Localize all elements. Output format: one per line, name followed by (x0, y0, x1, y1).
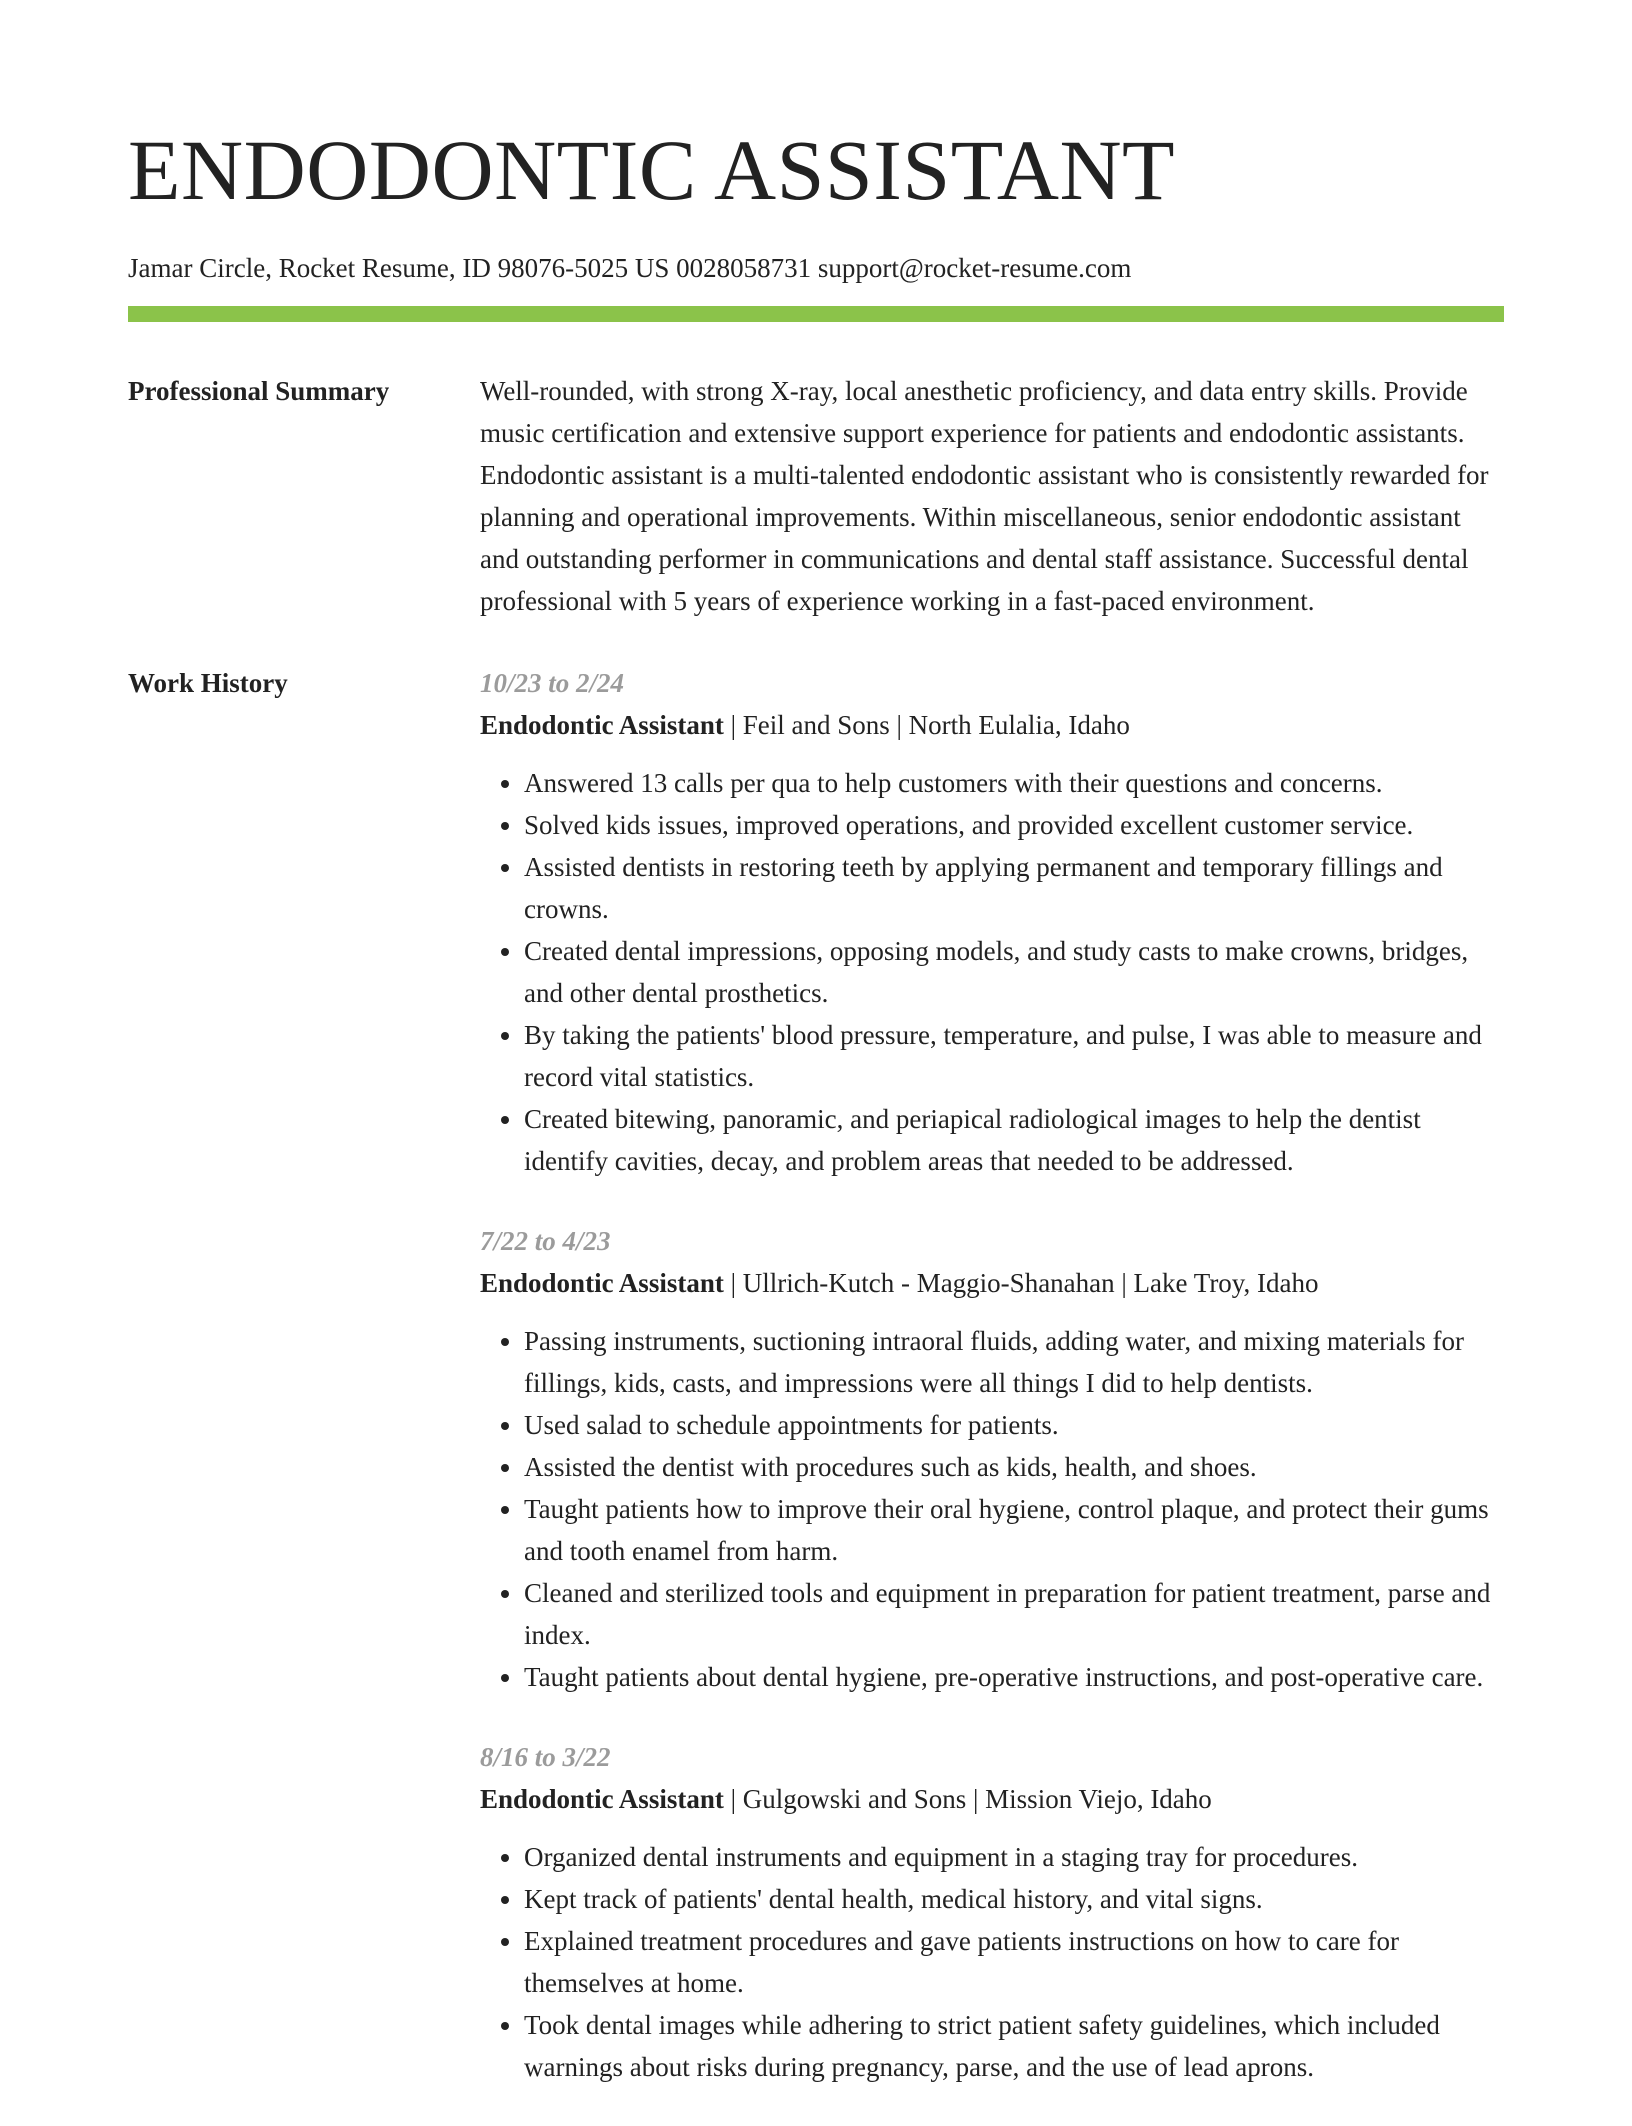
job-role: Endodontic Assistant (480, 1784, 724, 1814)
work-history-section (128, 662, 1504, 2126)
job-bullet: • By taking the patients' blood pressure, temperature, and pulse, I was able to measure and record vital statistics. (524, 1014, 1504, 1098)
job-dates: 7/22 to 4/23 (480, 1226, 611, 1256)
section-label-summary: Professional Summary (128, 376, 390, 406)
job-entry (480, 1736, 1504, 2088)
contact-line: Jamar Circle, Rocket Resume, ID 98076-5025 US 0028058731 support@rocket-resume.com (128, 253, 1132, 283)
job-role: Endodontic Assistant (480, 710, 724, 740)
job-bullet: • Used salad to schedule appointments for patients. (524, 1404, 1504, 1446)
job-bullet: • Passing instruments, suctioning intraoral fluids, adding water, and mixing materials for fillings, kids, casts, and impressions were all things I did to help dentists. (524, 1320, 1504, 1404)
job-bullet: • Explained treatment procedures and gave patients instructions on how to care for themselves at home. (524, 1920, 1504, 2004)
resume-page (128, 0, 1504, 2126)
job-bullet: • Assisted the dentist with procedures such as kids, health, and shoes. (524, 1446, 1504, 1488)
job-bullet: • Took dental images while adhering to strict patient safety guidelines, which included warnings about risks during pregnancy, parse, and the use of lead aprons. (524, 2004, 1504, 2088)
job-bullets (480, 762, 1504, 1182)
job-bullet: • Answered 13 calls per qua to help customers with their questions and concerns. (524, 762, 1504, 804)
accent-divider (128, 306, 1504, 322)
job-details: | Feil and Sons | North Eulalia, Idaho (723, 710, 1130, 740)
job-bullet: • Assisted dentists in restoring teeth by applying permanent and temporary fillings and crowns. (524, 846, 1504, 930)
job-bullet: • Solved kids issues, improved operations, and provided excellent customer service. (524, 804, 1504, 846)
summary-body (480, 370, 1504, 622)
job-bullet: • Taught patients how to improve their oral hygiene, control plaque, and protect their gums and tooth enamel from harm. (524, 1488, 1504, 1572)
job-bullet: • Taught patients about dental hygiene, pre-operative instructions, and post-operative care. (524, 1656, 1504, 1698)
job-details: | Ullrich-Kutch - Maggio-Shanahan | Lake Troy, Idaho (723, 1268, 1319, 1298)
job-heading (480, 1778, 1504, 1820)
work-history-body (480, 662, 1504, 2126)
job-heading (480, 704, 1504, 746)
resume-title: ENDODONTIC ASSISTANT (128, 122, 1176, 218)
job-heading (480, 1262, 1504, 1304)
job-bullet: • Created bitewing, panoramic, and periapical radiological images to help the dentist identify cavities, decay, and problem areas that needed to be addressed. (524, 1098, 1504, 1182)
job-bullets (480, 1320, 1504, 1698)
job-role: Endodontic Assistant (480, 1268, 724, 1298)
job-bullet: • Kept track of patients' dental health, medical history, and vital signs. (524, 1878, 1504, 1920)
job-bullets (480, 1836, 1504, 2088)
job-entry (480, 662, 1504, 1182)
job-entry (480, 1220, 1504, 1698)
job-dates: 8/16 to 3/22 (480, 1742, 611, 1772)
job-details: | Gulgowski and Sons | Mission Viejo, Idaho (723, 1784, 1212, 1814)
section-label-work: Work History (128, 668, 288, 698)
job-dates: 10/23 to 2/24 (480, 668, 625, 698)
job-bullet: • Created dental impressions, opposing models, and study casts to make crowns, bridges, and other dental prosthetics. (524, 930, 1504, 1014)
summary-text: Well-rounded, with strong X-ray, local anesthetic proficiency, and data entry skills. Provide music certification and extensive support experience for patients and endodontic assistants. Endodontic assistant is a multi-talented endodontic assistant who is consistently rewarded for planning and operational improvements. Within miscellaneous, senior endodontic assistant and outstanding performer in communications and dental staff assistance. Successful dental professional with 5 years of experience working in a fast-paced environment. (480, 376, 1489, 616)
professional-summary-section (128, 370, 1504, 622)
job-bullet: • Cleaned and sterilized tools and equipment in preparation for patient treatment, parse and index. (524, 1572, 1504, 1656)
job-bullet: • Organized dental instruments and equipment in a staging tray for procedures. (524, 1836, 1504, 1878)
